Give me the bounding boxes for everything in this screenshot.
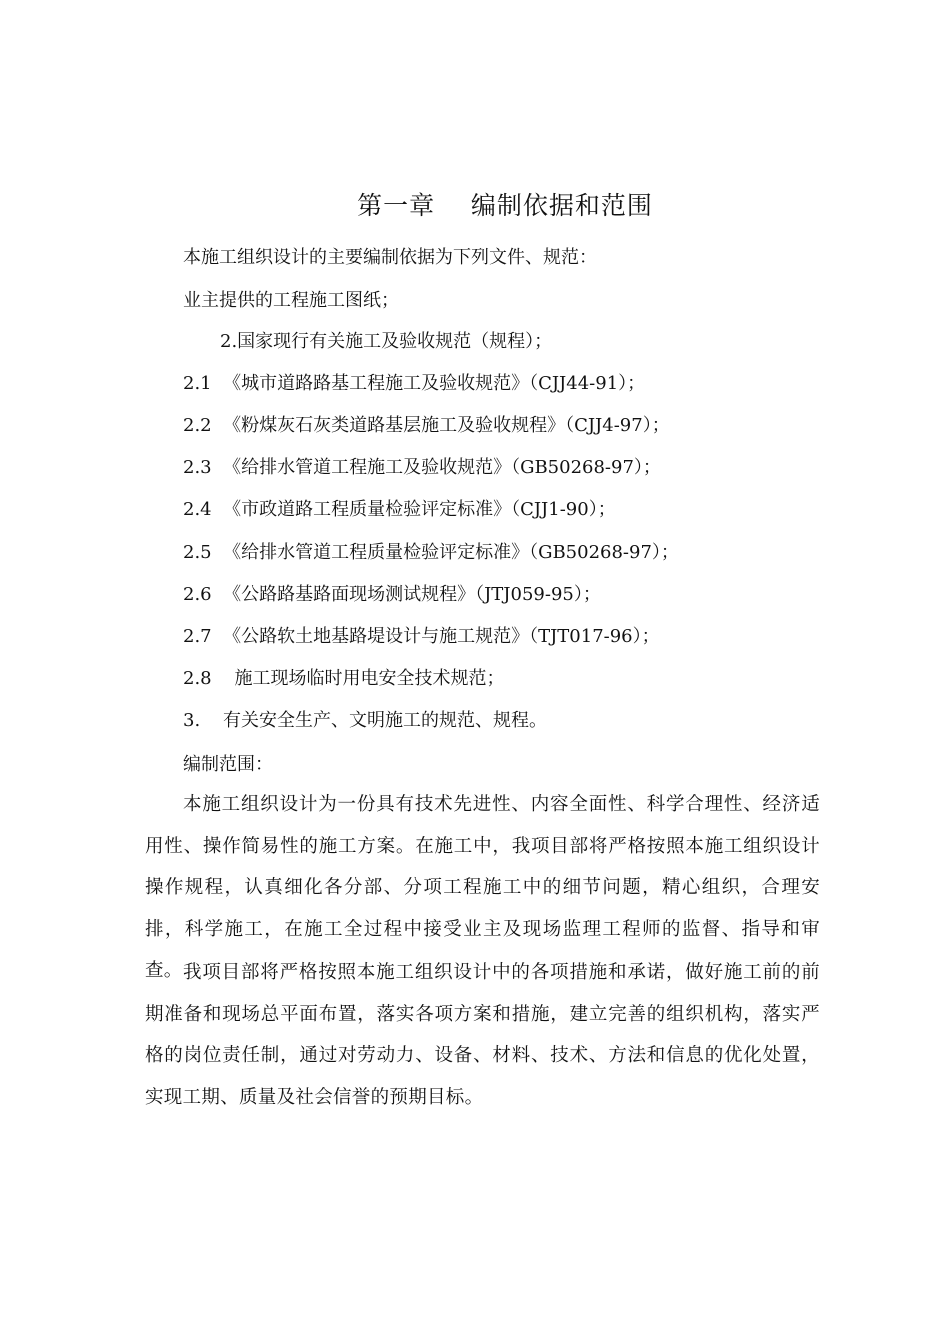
scope-paragraph-1: 本施工组织设计为一份具有技术先进性、内容全面性、科学合理性、经济适用性、操作简易性的施工方案。在施工中，我项目部将严格按照本施工组织设计操作规程，认真细化各分部、分项工程施工中的细节问题，精心组织，合理安排，科学施工，在施工全过程中接受业主及现场监理工程师的监督、指导和审查。 bbox=[145, 794, 820, 981]
code-item-2-2: 2.2 《粉煤灰石灰类道路基层施工及验收规程》（CJJ4-97）； bbox=[183, 415, 670, 436]
code-item-2-8: 2.8 施工现场临时用电安全技术规范； bbox=[183, 668, 505, 689]
scope-paragraph-2: 我项目部将严格按照本施工组织设计中的各项措施和承诺，做好施工前的前期准备和现场总平面布置，落实各项方案和措施，建立完善的组织机构，落实严格的岗位责任制，通过对劳动力、设备、材料、技术、方法和信息的优化处置，实现工期、质量及社会信誉的预期目标。 bbox=[145, 962, 820, 1108]
basis-item-drawings: 业主提供的工程施工图纸； bbox=[183, 290, 399, 311]
code-item-2-6: 2.6 《公路路基路面现场测试规程》（JTJ059-95）； bbox=[183, 584, 601, 605]
basis-item-national-codes: 2.国家现行有关施工及验收规范（规程）； bbox=[220, 331, 553, 352]
chapter-title: 第一章 编制依据和范围 bbox=[357, 191, 653, 220]
code-item-2-3: 2.3 《给排水管道工程施工及验收规范》（GB50268-97）； bbox=[183, 457, 661, 478]
code-item-2-4: 2.4 《市政道路工程质量检验评定标准》（CJJ1-90）； bbox=[183, 499, 616, 520]
basis-intro-line: 本施工组织设计的主要编制依据为下列文件、规范： bbox=[183, 247, 597, 268]
scope-heading: 编制范围： bbox=[183, 754, 273, 775]
code-item-2-5: 2.5 《给排水管道工程质量检验评定标准》（GB50268-97）； bbox=[183, 542, 679, 563]
code-item-2-7: 2.7 《公路软土地基路堤设计与施工规范》（TJT017-96）； bbox=[183, 626, 660, 647]
code-item-2-1: 2.1 《城市道路路基工程施工及验收规范》（CJJ44-91）； bbox=[183, 373, 646, 394]
basis-item-safety-codes: 3. 有关安全生产、文明施工的规范、规程。 bbox=[183, 710, 548, 731]
